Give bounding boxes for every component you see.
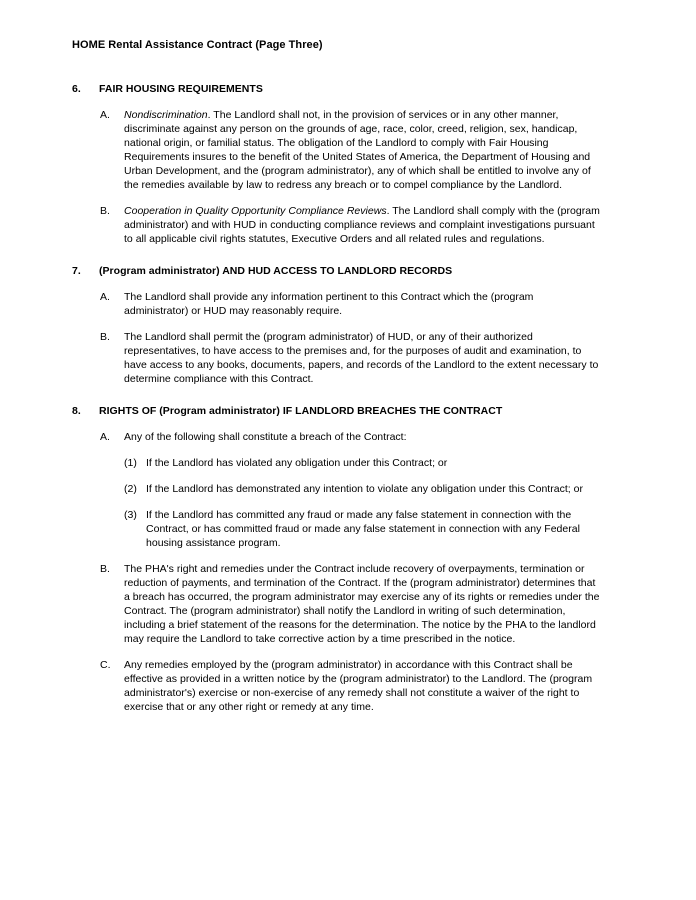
breach-conditions-list [124,456,600,550]
list-item [124,508,600,550]
section-fair-housing-requirements [72,82,600,246]
section-title: FAIR HOUSING REQUIREMENTS [99,83,263,95]
item-letter: A. [100,109,110,121]
list-item [100,562,600,646]
list-item [100,658,600,714]
page-title: HOME Rental Assistance Contract (Page Three) [72,39,323,51]
section-rights-if-landlord-breaches [72,404,600,714]
list-item [100,290,600,318]
item-text: Any of the following shall constitute a breach of the Contract: [124,431,407,443]
list-item [124,482,600,496]
section-number: 8. [72,405,81,417]
item-text: . The Landlord shall comply with the (program administrator) and with HUD in conducting compliance reviews and complaint investigations pursuant to all applicable civil rights statutes, Executive Orders and all related rules and regulations. [124,205,600,245]
section-title: (Program administrator) AND HUD ACCESS TO LANDLORD RECORDS [99,265,453,277]
item-letter: A. [100,291,110,303]
section-heading [72,264,600,278]
list-item [100,108,600,192]
item-letter: A. [100,431,110,443]
item-letter: B. [100,331,110,343]
subitem-text: If the Landlord has demonstrated any intention to violate any obligation under this Contract; or [146,483,583,495]
item-body [124,108,600,192]
section-heading [72,404,600,418]
section-title: RIGHTS OF (Program administrator) IF LANDLORD BREACHES THE CONTRACT [99,405,503,417]
item-letter: B. [100,563,110,575]
list-item [124,456,600,470]
item-letter: C. [100,659,111,671]
item-text: The PHA's right and remedies under the Contract include recovery of overpayments, termination or reduction of payments, and termination of the Contract. If the (program administrator) determines that a breach has occurred, the program administrator may exercise any of its rights or remedies under the Contract. The (program administrator) shall notify the Landlord in writing of such determination, including a brief statement of the reasons for the determination. The notice by the PHA to the landlord may require the Landlord to take corrective action by a time prescribed in the notice. [124,563,600,645]
item-text: The Landlord shall provide any information pertinent to this Contract which the (program administrator) or HUD may reasonably require. [124,291,534,317]
list-item [100,204,600,246]
list-item [100,430,600,444]
section-heading [72,82,600,96]
item-body [124,204,600,246]
item-text: Any remedies employed by the (program administrator) in accordance with this Contract shall be effective as provided in a written notice by the (program administrator) to the Landlord. The (program administrator's) exercise or non-exercise of any remedy shall not constitute a waiver of the right to exercise that or any other right or remedy at any time. [124,659,593,713]
section-number: 6. [72,83,81,95]
item-lead-term: Nondiscrimination [124,109,208,121]
section-program-administrator-hud-access [72,264,600,386]
list-item [100,330,600,386]
subitem-text: If the Landlord has violated any obligation under this Contract; or [146,457,448,469]
subitem-number: (3) [124,509,137,521]
item-letter: B. [100,205,110,217]
subitem-text: If the Landlord has committed any fraud or made any false statement in connection with the Contract, or has committed fraud or made any false statement in connection with any Federal housing assistance program. [146,509,580,549]
subitem-number: (2) [124,483,137,495]
item-lead-term: Cooperation in Quality Opportunity Compliance Reviews [124,205,387,217]
item-text: The Landlord shall permit the (program administrator) of HUD, or any of their authorized representatives, to have access to the premises and, for the purposes of audit and examination, to have access to any books, documents, papers, and records of the Landlord to the extent necessary to determine compliance with this Contract. [124,331,599,385]
item-text: . The Landlord shall not, in the provision of services or in any other manner, discriminate against any person on the grounds of age, race, color, creed, religion, sex, handicap, national origin, or familial status. The obligation of the Landlord to comply with Fair Housing Requirements insures to the benefit of the United States of America, the Department of Housing and Urban Development, and the (program administrator), any of which shall be entitled to involve any of the remedies available by law to redress any breach or to compel compliance by the Landlord. [124,109,591,191]
subitem-number: (1) [124,457,137,469]
section-number: 7. [72,265,81,277]
